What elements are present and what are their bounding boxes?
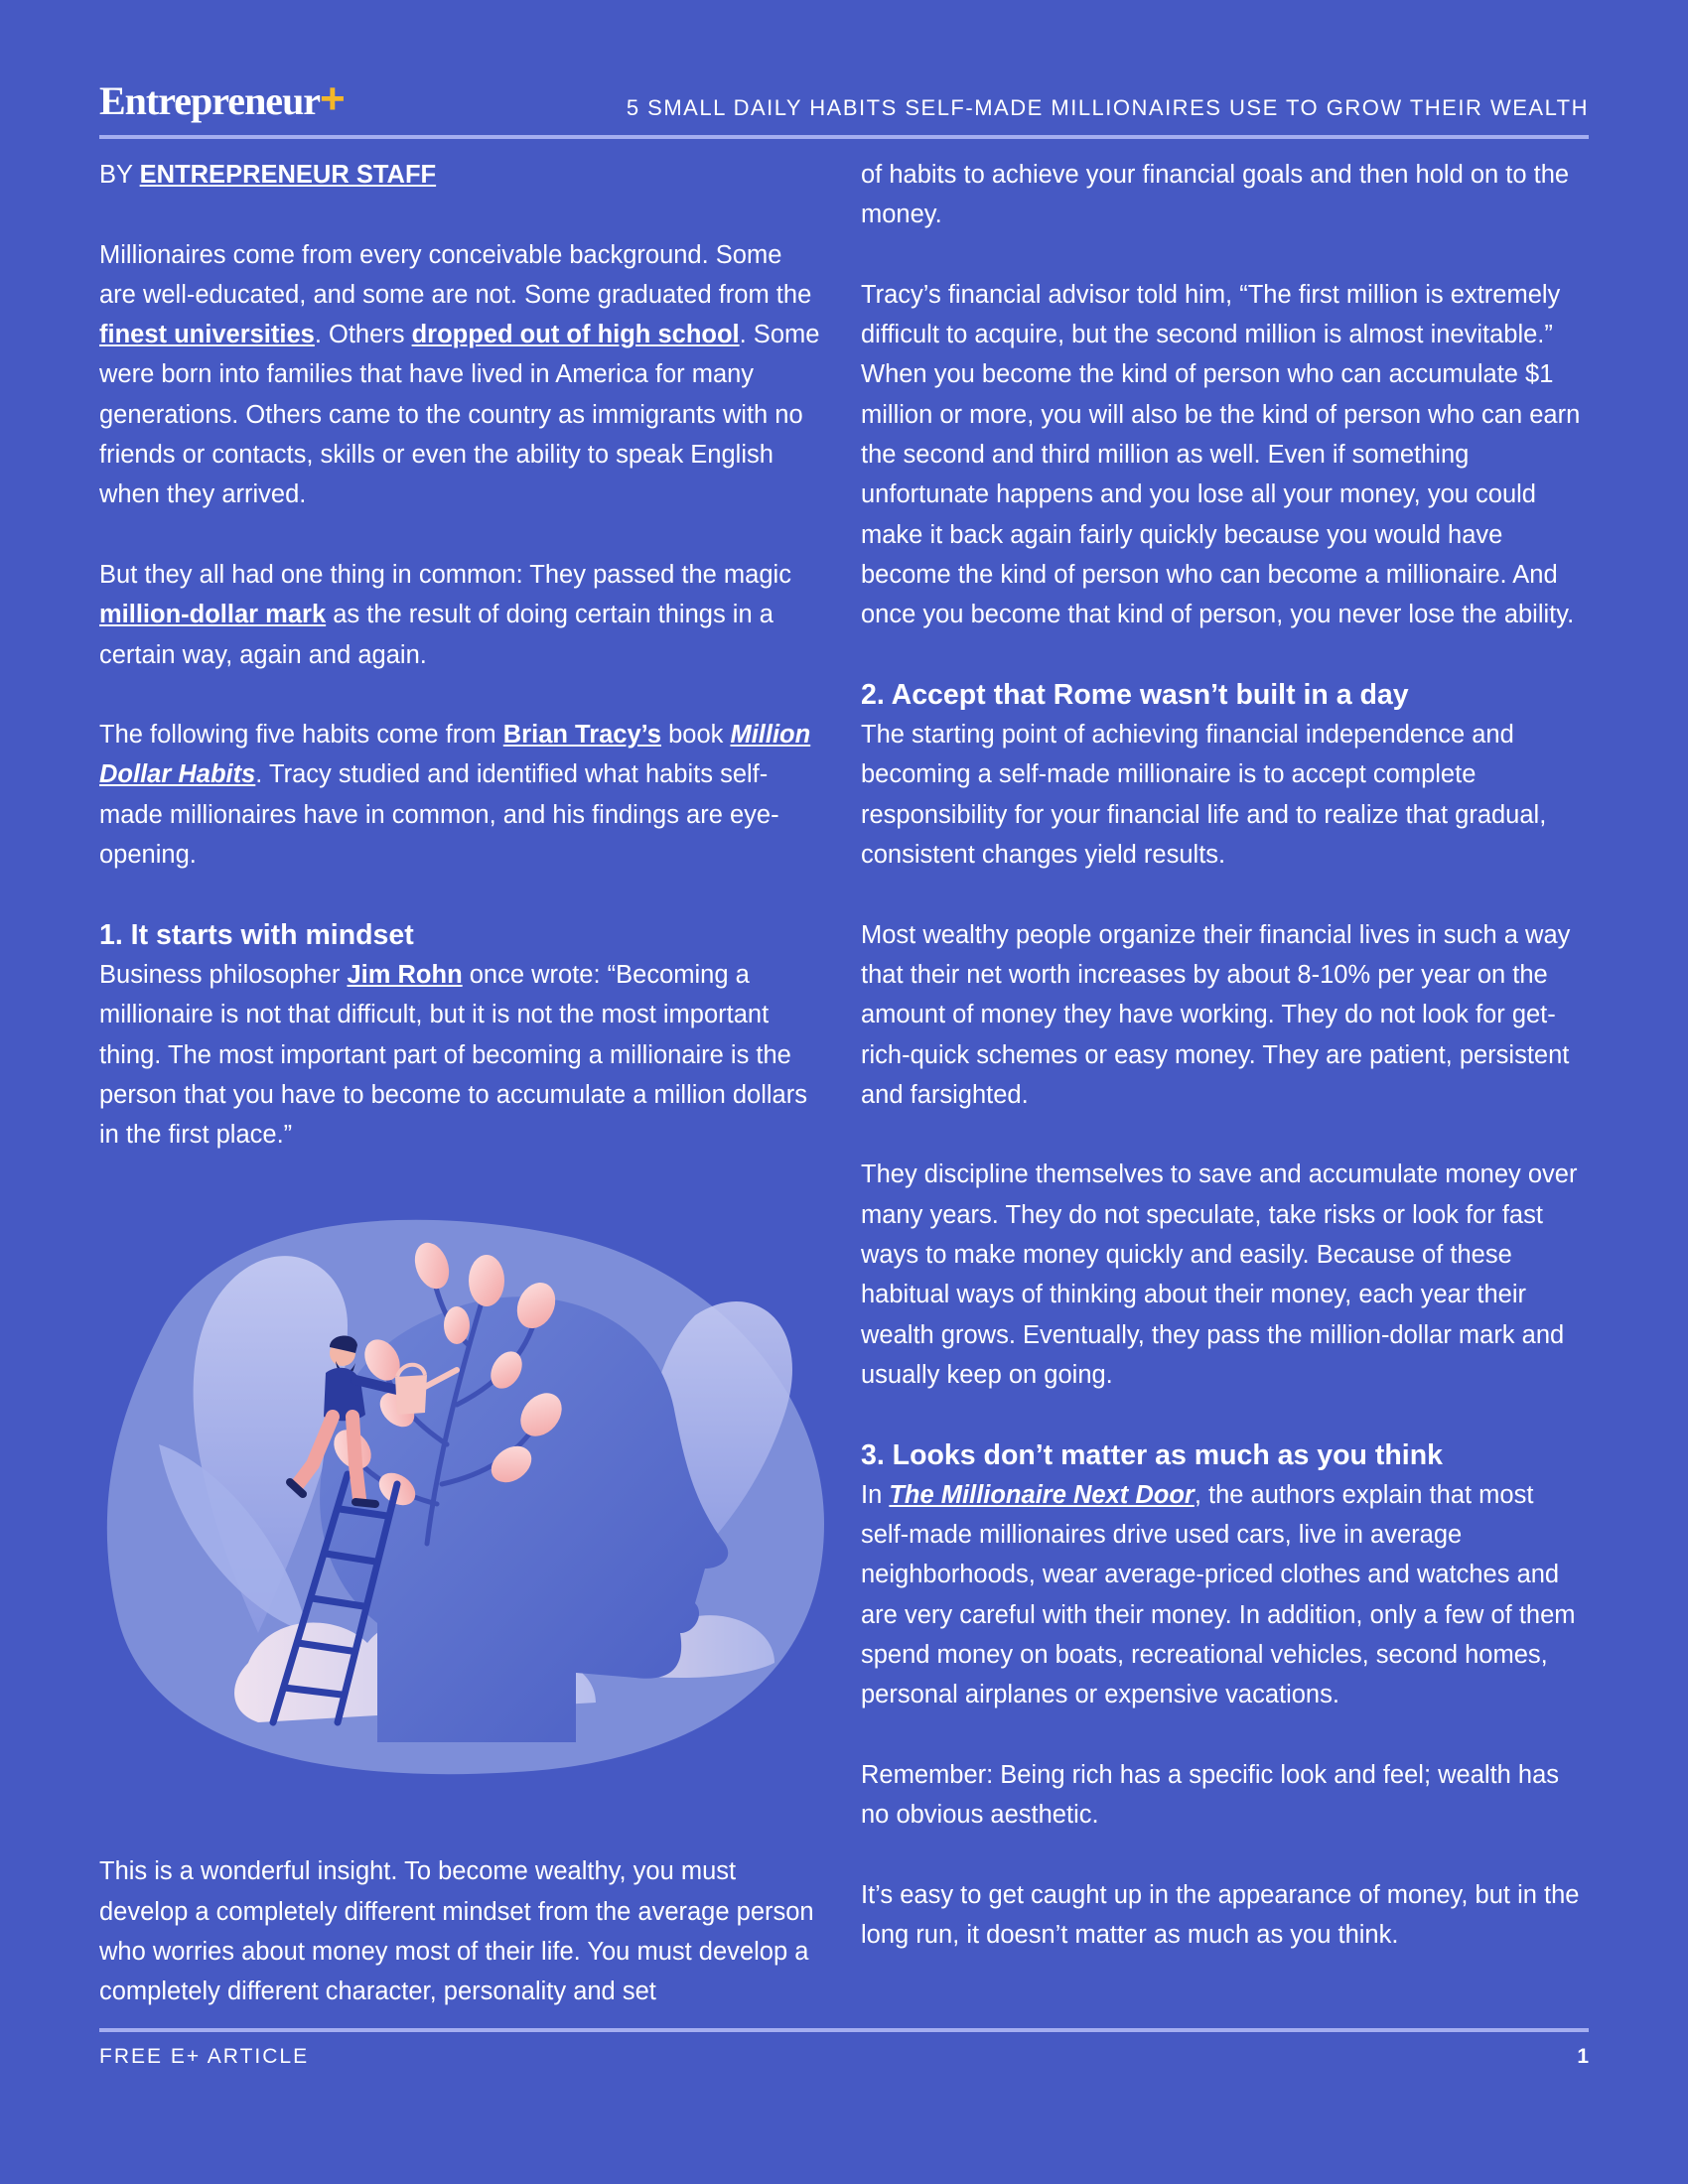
paragraph: [99, 955, 824, 1155]
text-run: The following five habits come from: [99, 721, 503, 750]
paragraph: It’s easy to get caught up in the appearance of money, but in the long run, it doesn’t matter as much as you think.: [861, 1880, 1580, 1950]
paragraph: [99, 715, 824, 875]
millionaire-next-door-link[interactable]: The Millionaire Next Door: [889, 1480, 1195, 1509]
paragraph: [99, 555, 824, 675]
mindset-illustration: [99, 1166, 834, 1802]
million-dollar-habits-link[interactable]: Million Dollar Habits: [99, 721, 811, 789]
paragraph: The starting point of achieving financial independence and becoming a self-made millionaire is to accept complete responsibility for your financial life and to realize that gradual, consistent changes yield results.: [861, 721, 1547, 870]
jim-rohn-link[interactable]: Jim Rohn: [347, 960, 463, 989]
finest-universities-link[interactable]: finest universities: [99, 321, 315, 349]
text-run: . Some were born into families that have lived in America for many generations. Others came to the country as immigrants with no friends or contacts, skills or even the ability to speak English when they arrived.: [99, 321, 820, 509]
text-run: In: [861, 1480, 890, 1509]
logo-plus-icon: +: [320, 74, 346, 123]
left-column: [99, 155, 824, 2012]
text-run: Millionaires come from every conceivable background. Some are well-educated, and some are not. Some graduated from the: [99, 240, 812, 309]
paragraph: Remember: Being rich has a specific look and feel; wealth has no obvious aesthetic.: [861, 1760, 1560, 1830]
paragraph: of habits to achieve your financial goals and then hold on to the money.: [861, 161, 1570, 229]
text-run: book: [661, 721, 731, 750]
paragraph: This is a wonderful insight. To become wealthy, you must develop a completely different mindset from the average person who worries about money most of their life. You must develop a completely different character, personality and set: [99, 1857, 814, 2006]
paragraph: Most wealthy people organize their financial lives in such a way that their net worth increases by about 8-10% per year on the amount of money they have working. They do not look for get-rich-quick schemes or easy money. They are patient, persistent and farsighted.: [861, 920, 1571, 1109]
byline: [99, 155, 824, 195]
text-run: . Tracy studied and identified what habits self-made millionaires have in common, and his findings are eye-opening.: [99, 760, 779, 870]
paragraph: [861, 1475, 1586, 1715]
text-run: once wrote: “Becoming a millionaire is not that difficult, but it is not the most important thing. The most important part of becoming a millionaire is the person that you have to become to accumulate a million dollars in the first place.”: [99, 960, 807, 1150]
paragraph: [99, 235, 824, 515]
right-column: [861, 155, 1586, 1955]
author-link[interactable]: ENTREPRENEUR STAFF: [139, 161, 437, 189]
paragraph: They discipline themselves to save and accumulate money over many years. They do not speculate, take risks or look for fast ways to make money quickly and easily. Because of these habitual ways of thinking about their money, each year their wealth grows. Eventually, they pass the million-dollar mark and usually keep on going.: [861, 1160, 1578, 1389]
footer-divider: [99, 2028, 1589, 2032]
section-heading-2: 2. Accept that Rome wasn’t built in a day: [861, 678, 1409, 711]
entrepreneur-logo[interactable]: Entrepreneur: [99, 78, 321, 123]
text-run: But they all had one thing in common: They passed the magic: [99, 560, 791, 589]
paragraph: Tracy’s financial advisor told him, “The first million is extremely difficult to acquire, but the second million is almost inevitable.” When you become the kind of person who can accumulate $1 million or more, you will also be the kind of person who can earn the second and third million as well. Even if something unfortunate happens and you lose all your money, you could make it back again fairly quickly because you would have become the kind of person who can become a millionaire. And once you become that kind of person, you never lose the ability.: [861, 280, 1581, 629]
header-divider: [99, 135, 1589, 139]
text-run: as the result of doing certain things in a certain way, again and again.: [99, 601, 774, 669]
brian-tracy-link[interactable]: Brian Tracy’s: [502, 721, 661, 750]
dropped-out-link[interactable]: dropped out of high school: [411, 321, 740, 349]
section-heading-1: 1. It starts with mindset: [99, 918, 414, 951]
page-header: [99, 74, 1589, 137]
page-number: 1: [1577, 2045, 1589, 2068]
text-run: Business philosopher: [99, 960, 348, 989]
text-run: , the authors explain that most self-made millionaires drive used cars, live in average neighborhoods, wear average-priced clothes and watches and are very careful with their money. In addition, only a few of them spend money on boats, recreational vehicles, second homes, personal airplanes or expensive vacations.: [861, 1480, 1576, 1709]
section-heading-3: 3. Looks don’t matter as much as you think: [861, 1438, 1443, 1471]
byline-prefix: BY: [99, 161, 140, 189]
text-run: . Others: [314, 321, 412, 349]
million-dollar-mark-link[interactable]: million-dollar mark: [99, 601, 327, 629]
article-header-title: 5 SMALL DAILY HABITS SELF-MADE MILLIONAIRES USE TO GROW THEIR WEALTH: [626, 95, 1589, 120]
footer-label: FREE E+ ARTICLE: [99, 2045, 310, 2068]
